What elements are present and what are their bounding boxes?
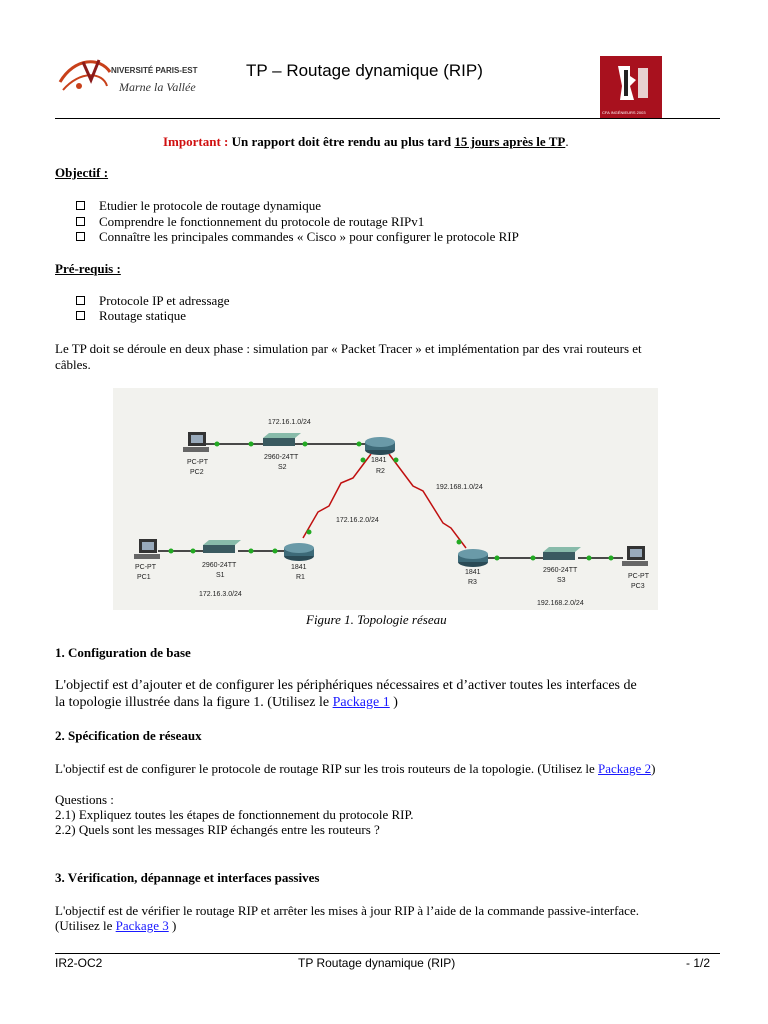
label-net-r2r3: 192.168.1.0/24 xyxy=(436,484,483,491)
label-pc2-type: PC-PT xyxy=(187,459,208,466)
logo-text-line2: Marne la Vallée xyxy=(119,80,196,94)
cfa-logo xyxy=(600,56,662,118)
label-pc2-name: PC2 xyxy=(190,469,204,476)
important-label: Important : xyxy=(163,134,229,149)
list-item-text: Etudier le protocole de routage dynamique xyxy=(99,198,322,213)
label-s1-name: S1 xyxy=(216,572,225,579)
topology-diagram xyxy=(113,388,658,610)
list-item xyxy=(76,308,186,324)
label-net-pc1: 172.16.3.0/24 xyxy=(199,591,242,598)
r3-router-icon xyxy=(458,549,488,567)
label-r1-name: R1 xyxy=(296,574,305,581)
footer-center: TP Routage dynamique (RIP) xyxy=(298,956,456,970)
label-r3-name: R3 xyxy=(468,579,477,586)
checkbox-icon xyxy=(76,296,85,305)
section3-line2-text: (Utilisez le xyxy=(55,918,116,933)
label-net-r1r2: 172.16.2.0/24 xyxy=(336,517,379,524)
logo-text-line1: NIVERSITÉ PARIS-EST xyxy=(111,66,198,75)
footer-left: IR2-OC2 xyxy=(55,956,103,970)
checkbox-icon xyxy=(76,311,85,320)
pc2-computer-icon xyxy=(183,432,209,452)
list-item-text: Protocole IP et adressage xyxy=(99,293,230,308)
label-pc3-name: PC3 xyxy=(631,583,645,590)
label-r1-type: 1841 xyxy=(291,564,307,571)
list-item xyxy=(76,293,230,309)
list-item xyxy=(76,229,519,245)
section2-heading: 2. Spécification de réseaux xyxy=(55,728,202,743)
label-net-top: 172.16.1.0/24 xyxy=(268,419,311,426)
s3-switch-icon xyxy=(543,547,581,560)
cfa-logo-icon xyxy=(600,56,662,118)
label-s3-name: S3 xyxy=(557,577,566,584)
section1-line2 xyxy=(55,695,398,711)
pc1-computer-icon xyxy=(134,539,160,559)
label-s2-name: S2 xyxy=(278,464,287,471)
section1-line1: L'objectif est d’ajouter et de configurer les périphériques nécessaires et d’activer toutes les interfaces de xyxy=(55,678,637,693)
package3-link[interactable]: Package 3 xyxy=(115,918,169,933)
checkbox-icon xyxy=(76,201,85,210)
intro-line1: Le TP doit se déroule en deux phase : simulation par « Packet Tracer » et implémentation par des vrai routeurs et xyxy=(55,341,642,356)
cfa-caption: CFA INGÉNIEURS 2003 xyxy=(602,110,646,115)
figure-caption: Figure 1. Topologie réseau xyxy=(306,612,447,627)
link-r2-r3-serial xyxy=(389,454,466,548)
list-item xyxy=(76,214,424,230)
footer-rule xyxy=(55,953,720,954)
question-1: 2.1) Expliquez toutes les étapes de fonctionnement du protocole RIP. xyxy=(55,807,414,822)
link-r1-r2-serial xyxy=(303,454,371,538)
important-deadline: 15 jours après le TP xyxy=(454,134,566,149)
important-end: . xyxy=(565,134,569,149)
university-logo xyxy=(55,52,205,102)
objectif-heading: Objectif : xyxy=(55,165,109,180)
section2-line1 xyxy=(55,761,655,777)
section3-heading: 3. Vérification, dépannage et interfaces passives xyxy=(55,870,320,885)
list-item-text: Connaître les principales commandes « Cisco » pour configurer le protocole RIP xyxy=(99,229,519,244)
r1-router-icon xyxy=(284,543,314,561)
list-item-text: Routage statique xyxy=(99,308,187,323)
prerequis-heading: Pré-requis : xyxy=(55,261,121,276)
label-net-pc3: 192.168.2.0/24 xyxy=(537,600,584,607)
package1-link[interactable]: Package 1 xyxy=(332,695,390,710)
footer-page-number: - 1/2 xyxy=(686,956,711,970)
label-s1-type: 2960-24TT xyxy=(202,562,237,569)
intro-line2: câbles. xyxy=(55,357,91,372)
label-s3-type: 2960-24TT xyxy=(543,567,578,574)
section1-heading: 1. Configuration de base xyxy=(55,645,191,660)
label-r2-name: R2 xyxy=(376,468,385,475)
label-pc3-type: PC-PT xyxy=(628,573,649,580)
section2-line1-end: ) xyxy=(651,761,656,776)
section3-line1: L'objectif est de vérifier le routage RIP et arrêter les mises à jour RIP à l’aide de la commande passive-interface. xyxy=(55,903,639,918)
r2-router-icon xyxy=(365,437,395,455)
label-pc1-name: PC1 xyxy=(137,574,151,581)
topology-svg xyxy=(113,388,658,610)
label-pc1-type: PC-PT xyxy=(135,564,156,571)
question-2: 2.2) Quels sont les messages RIP échangés entre les routeurs ? xyxy=(55,822,380,837)
label-r3-type: 1841 xyxy=(465,569,481,576)
important-text: Un rapport doit être rendu au plus tard xyxy=(231,134,452,149)
section3-line2-end: ) xyxy=(168,918,177,933)
section1-line2-text: la topologie illustrée dans la figure 1. (Utilisez le xyxy=(55,695,333,710)
important-notice xyxy=(163,134,569,150)
list-item xyxy=(76,198,321,214)
section1-line2-end: ) xyxy=(389,695,398,710)
label-r2-type: 1841 xyxy=(371,457,387,464)
header-rule xyxy=(55,118,720,119)
questions-label: Questions : xyxy=(55,792,114,807)
s1-switch-icon xyxy=(203,540,241,553)
section3-line2 xyxy=(55,918,176,934)
pc3-computer-icon xyxy=(622,546,648,566)
page-title: TP – Routage dynamique (RIP) xyxy=(246,61,483,80)
list-item-text: Comprendre le fonctionnement du protocole de routage RIPv1 xyxy=(99,214,425,229)
checkbox-icon xyxy=(76,217,85,226)
checkbox-icon xyxy=(76,232,85,241)
package2-link[interactable]: Package 2 xyxy=(598,761,652,776)
section2-line1-text: L'objectif est de configurer le protocole de routage RIP sur les trois routeurs de la topologie. (Utilisez le xyxy=(55,761,599,776)
label-s2-type: 2960-24TT xyxy=(264,454,299,461)
